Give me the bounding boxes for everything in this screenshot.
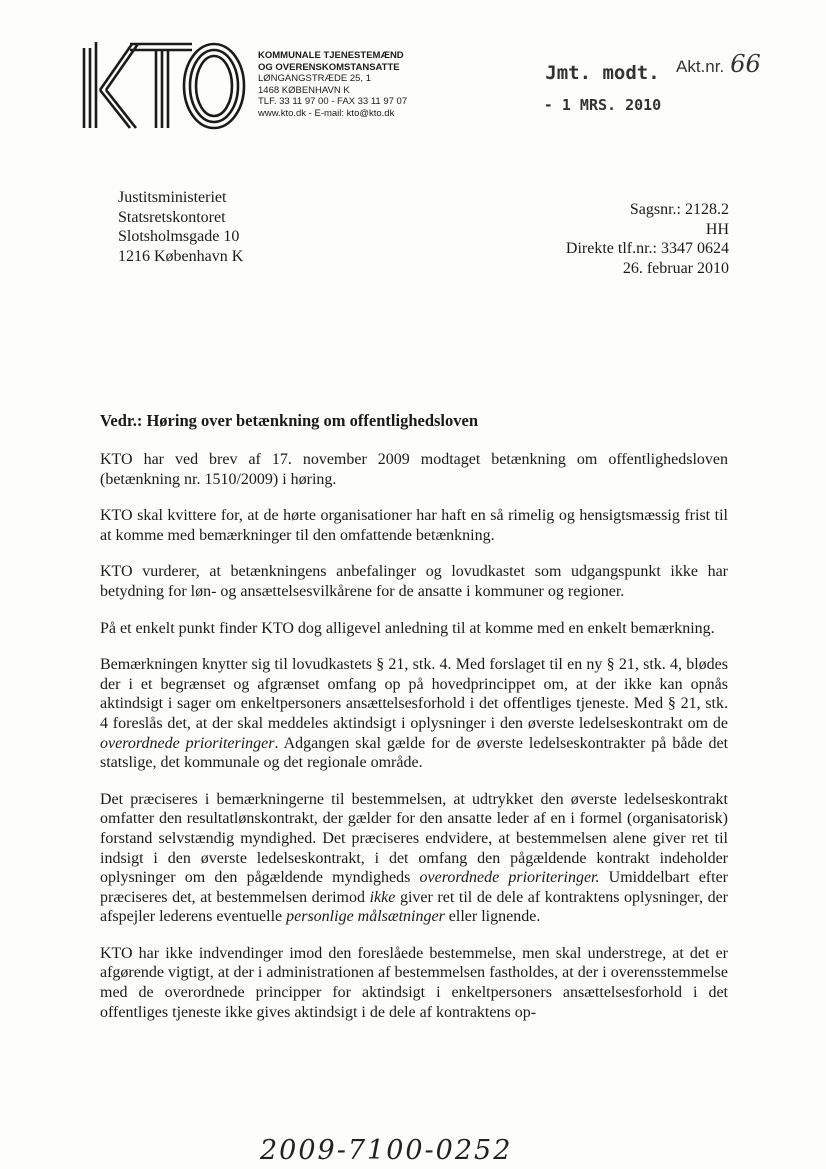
text-run: Bemærkningen knytter sig til lovudkastets § 21, stk. 4. Med forslaget til en ny § 21, stk. 4, blødes der i et begrænset og afgrænset omfang op på hovedprincippet om, at der ikke kan opnås aktindsigt i sager om enkeltpersoners ansættelsesforhold i det offentliges tjeneste. Med § 21, stk. 4 foreslås det, at der skal meddeles aktindsigt i oplysninger i den øverste ledelseskontrakt om de — [100, 656, 728, 732]
initials: HH — [705, 220, 729, 238]
paragraph: KTO vurderer, at betænkningens anbefalinger og lovudkastet som udgangspunkt ikke har betydning for løn- og ansættelsesvilkårene for de ansatte i kommuner og regioner. — [100, 563, 728, 600]
recipient-address — [118, 188, 243, 266]
akt-number — [676, 50, 761, 78]
italic-run: ikke — [369, 888, 396, 906]
recipient-line3: Slotsholmsgade 10 — [118, 228, 240, 245]
text-run: . Adgangen skal gælde for de øverste ledelseskontrakter på både det statslige, det kommunale og det regionale område. — [100, 734, 729, 772]
akt-handwritten-number: 66 — [730, 50, 761, 78]
recipient-line4: 1216 København K — [118, 247, 244, 265]
stamp-date: - 1 MRS. 2010 — [543, 96, 662, 114]
paragraph — [100, 790, 728, 927]
stamp-received-label: Jmt. modt. — [545, 62, 660, 84]
italic-run: overordnede prioriteringer. — [419, 869, 600, 887]
letter-date: 26. februar 2010 — [622, 259, 729, 277]
direct-phone: Direkte tlf.nr.: 3347 0624 — [565, 240, 729, 257]
reference-block — [566, 200, 729, 278]
paragraph: KTO har ikke indvendinger imod den foreslåede bestemmelse, men skal understrege, at det er afgørende vigtigt, at der i administrationen af bestemmelsen fastholdes, at der i overensstemmelse med de overordnede principper for aktindsigt i enkeltpersoners ansættelsesforhold i det offentliges tjeneste ikke gives aktindsigt i de dele af kontraktens op- — [100, 944, 728, 1021]
paragraph — [100, 655, 728, 773]
text-run: eller lignende. — [444, 908, 541, 926]
subject-line: Vedr.: Høring over betænkning om offentlighedsloven — [100, 411, 479, 430]
org-name-line2: OG OVERENSKOMSTANSATTE — [258, 61, 400, 73]
recipient-line1: Justitsministeriet — [118, 189, 227, 206]
italic-run: overordnede prioriteringer — [100, 734, 275, 752]
org-city: 1468 KØBENHAVN K — [258, 84, 350, 96]
org-name-line1: KOMMUNALE TJENESTEMÆND — [258, 50, 404, 61]
handwritten-journal-number: 2009-7100-0252 — [260, 1135, 513, 1166]
text-run: Umiddelbart efter præciseres det, at bestemmelsen derimod — [100, 869, 728, 906]
text-run: giver ret til de dele af kontraktens oplysninger, der afspejler lederens eventuelle — [100, 888, 728, 926]
org-web-email: www.kto.dk - E-mail: kto@kto.dk — [258, 107, 395, 119]
paragraph: På et enkelt punkt finder KTO dog alligevel anledning til at komme med en enkelt bemærkning. — [100, 619, 715, 637]
paragraph: KTO skal kvittere for, at de hørte organisationer har haft en så rimelig og hensigtsmæssig frist til at komme med bemærkninger til den omfattende betænkning. — [100, 507, 728, 544]
case-number: Sagsnr.: 2128.2 — [629, 201, 729, 218]
org-street: LØNGANGSTRÆDE 25, 1 — [258, 73, 371, 84]
paragraph: KTO har ved brev af 17. november 2009 modtaget betænkning om offentlighedsloven (betænkning nr. 1510/2009) i høring. — [100, 451, 728, 488]
text-run: Det præciseres i bemærkningerne til bestemmelsen, at udtrykket den øverste ledelseskontrakt omfatter den resultatlønskontrakt, der gælder for den ansatte leder af en i formel (organisatorisk) forstand selvstændig myndighed. Det præciseres endvidere, at bestemmelsen alene giver ret til indsigt i den øverste ledelseskontrakt, i det omfang den pågældende kontrakt indeholder oplysninger om den pågældende myndigheds — [100, 790, 728, 887]
received-stamp — [540, 62, 665, 114]
italic-run: personlige målsætninger — [286, 908, 445, 926]
recipient-line2: Statsretskontoret — [118, 208, 226, 226]
letterhead-address — [258, 50, 407, 119]
org-phone-fax: TLF. 33 11 97 00 - FAX 33 11 97 07 — [258, 96, 408, 107]
akt-label: Akt.nr. — [676, 57, 725, 76]
letter-body — [100, 450, 728, 1039]
kto-logo — [80, 38, 250, 130]
